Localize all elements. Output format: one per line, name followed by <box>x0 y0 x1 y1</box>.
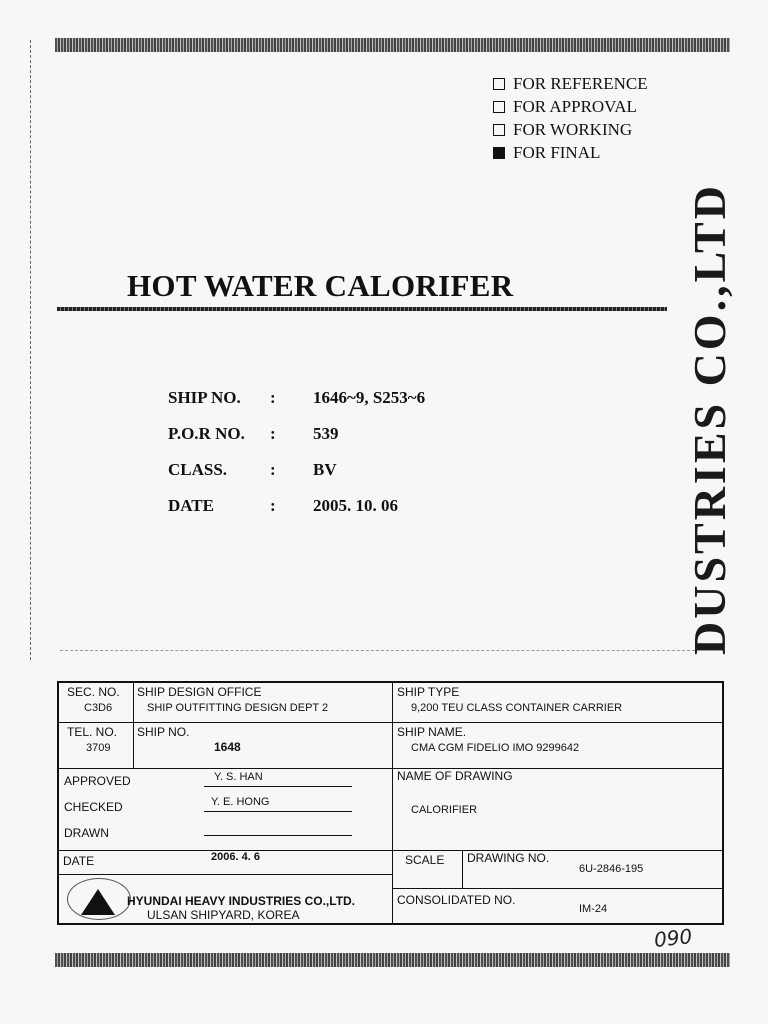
name-of-drawing-value: CALORIFIER <box>411 804 478 816</box>
document-title: HOT WATER CALORIFER <box>127 268 514 303</box>
status-label-reference: FOR REFERENCE <box>513 74 648 93</box>
grid-line <box>462 850 463 888</box>
info-row-class <box>168 452 425 488</box>
info-row-ship-no <box>168 380 425 416</box>
grid-line <box>59 850 724 851</box>
title-rule <box>57 307 667 311</box>
bottom-scan-border <box>55 953 730 967</box>
company-name: HYUNDAI HEAVY INDUSTRIES CO.,LTD. <box>127 894 356 908</box>
info-value: 539 <box>313 424 339 443</box>
drawing-no-value: 6U-2846-195 <box>579 863 644 875</box>
ship-no-label: SHIP NO. <box>137 725 190 739</box>
ship-no-value: 1648 <box>214 740 241 754</box>
status-checkbox-working <box>493 124 505 136</box>
info-value: 1646~9, S253~6 <box>313 388 426 407</box>
info-row-por-no <box>168 416 425 452</box>
status-option-final <box>493 141 648 164</box>
grid-line <box>59 874 392 875</box>
checked-value: Y. E. HONG <box>211 796 270 808</box>
status-option-approval <box>493 95 648 118</box>
handwritten-page-number: 090 <box>652 924 694 952</box>
grid-line <box>133 683 134 768</box>
status-checkbox-approval <box>493 101 505 113</box>
sec-no-value: C3D6 <box>84 702 113 714</box>
consolidated-no-label: CONSOLIDATED NO. <box>397 893 516 907</box>
drawing-no-label: DRAWING NO. <box>467 851 550 865</box>
approved-label: APPROVED <box>64 774 131 788</box>
info-row-date <box>168 488 425 524</box>
drawing-title-block <box>57 681 724 925</box>
info-label: SHIP NO. <box>168 388 241 407</box>
ship-name-value: CMA CGM FIDELIO IMO 9299642 <box>411 742 580 754</box>
date-label: DATE <box>63 854 95 868</box>
checked-signature-line <box>204 811 352 812</box>
info-value: BV <box>313 460 337 479</box>
ship-design-office-value: SHIP OUTFITTING DESIGN DEPT 2 <box>147 702 329 714</box>
sec-no-label: SEC. NO. <box>67 685 120 699</box>
status-label-working: FOR WORKING <box>513 120 633 139</box>
document-status-list <box>493 72 648 164</box>
scale-label: SCALE <box>405 853 445 867</box>
status-checkbox-reference <box>493 78 505 90</box>
ship-name-label: SHIP NAME. <box>397 725 467 739</box>
tel-no-value: 3709 <box>86 742 111 754</box>
info-label: P.O.R NO. <box>168 424 245 443</box>
approved-value: Y. S. HAN <box>214 771 263 783</box>
info-label: CLASS. <box>168 460 228 479</box>
drawn-signature-line <box>204 835 352 836</box>
tel-no-label: TEL. NO. <box>67 725 118 739</box>
ship-design-office-label: SHIP DESIGN OFFICE <box>137 685 262 699</box>
info-label: DATE <box>168 496 214 515</box>
info-colon: : <box>270 496 276 515</box>
ship-type-label: SHIP TYPE <box>397 685 460 699</box>
grid-line <box>59 722 724 723</box>
approved-signature-line <box>204 786 352 787</box>
status-label-final: FOR FINAL <box>513 143 601 162</box>
consolidated-no-value: IM-24 <box>579 903 608 915</box>
info-colon: : <box>270 424 276 443</box>
left-edge-marks <box>30 40 31 660</box>
ship-info-table <box>168 380 425 524</box>
info-value: 2005. 10. 06 <box>313 496 398 515</box>
info-colon: : <box>270 388 276 407</box>
ship-type-value: 9,200 TEU CLASS CONTAINER CARRIER <box>411 702 623 714</box>
grid-line <box>392 888 724 889</box>
checked-label: CHECKED <box>64 800 123 814</box>
name-of-drawing-label: NAME OF DRAWING <box>397 769 513 783</box>
company-location: ULSAN SHIPYARD, KOREA <box>147 908 300 922</box>
top-scan-border <box>55 38 730 52</box>
info-colon: : <box>270 460 276 479</box>
titleblock-separator <box>60 650 720 651</box>
company-watermark: DUSTRIES CO.,LTD <box>684 183 735 655</box>
status-option-reference <box>493 72 648 95</box>
status-checkbox-final <box>493 147 505 159</box>
status-option-working <box>493 118 648 141</box>
company-logo-icon <box>81 889 115 915</box>
drawn-label: DRAWN <box>64 826 109 840</box>
status-label-approval: FOR APPROVAL <box>513 97 637 116</box>
date-value: 2006. 4. 6 <box>211 851 260 863</box>
grid-line <box>59 768 724 769</box>
